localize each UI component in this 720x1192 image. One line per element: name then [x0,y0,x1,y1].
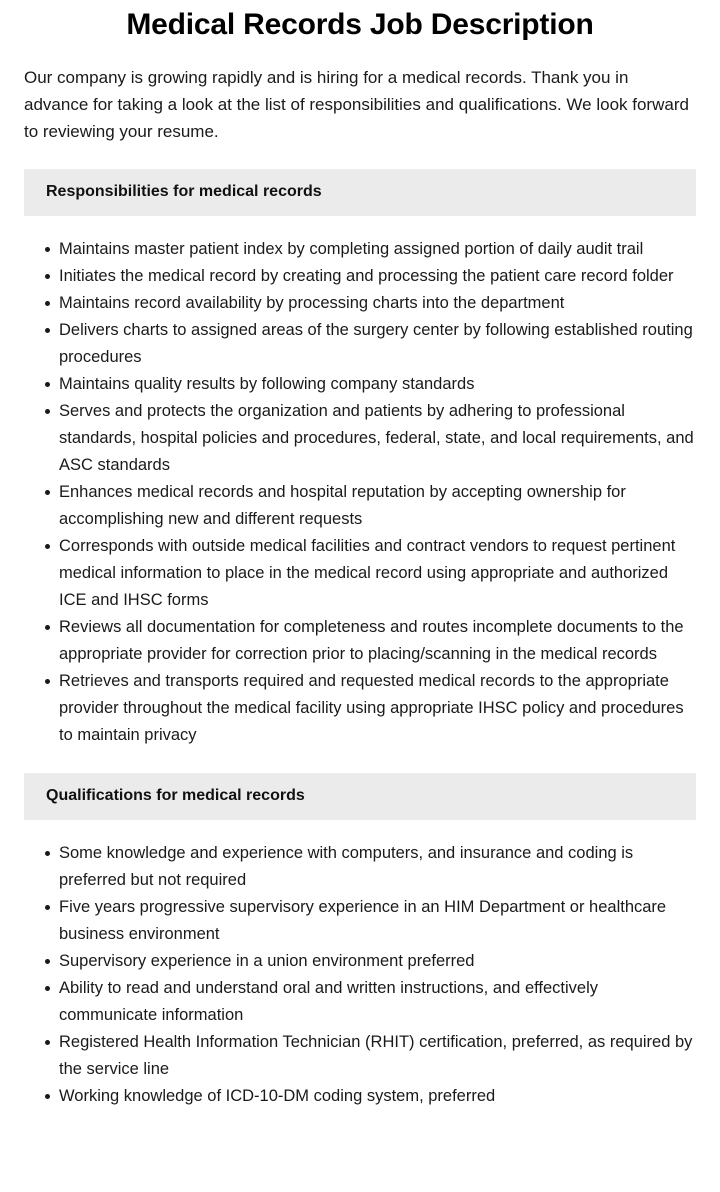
list-item: Maintains record availability by processing charts into the department [24,290,696,317]
list-item: Initiates the medical record by creating and processing the patient care record folder [24,263,696,290]
list-item: Maintains master patient index by completing assigned portion of daily audit trail [24,236,696,263]
section-qualifications [0,773,720,1110]
list-item: Ability to read and understand oral and written instructions, and effectively communicate information [24,975,696,1029]
responsibilities-list [0,216,720,749]
list-item: Corresponds with outside medical facilities and contract vendors to request pertinent medical information to place in the medical record using appropriate and authorized ICE and IHSC forms [24,533,696,614]
section-heading-responsibilities: Responsibilities for medical records [24,169,696,216]
list-item: Retrieves and transports required and requested medical records to the appropriate provider throughout the medical facility using appropriate IHSC policy and procedures to maintain privacy [24,668,696,749]
list-item: Maintains quality results by following company standards [24,371,696,398]
list-item: Five years progressive supervisory experience in an HIM Department or healthcare business environment [24,894,696,948]
list-item: Enhances medical records and hospital reputation by accepting ownership for accomplishing new and different requests [24,479,696,533]
list-item: Working knowledge of ICD-10-DM coding system, preferred [24,1083,696,1110]
bottom-spacer [0,1110,720,1130]
list-item: Reviews all documentation for completeness and routes incomplete documents to the appropriate provider for correction prior to placing/scanning in the medical records [24,614,696,668]
list-item: Serves and protects the organization and patients by adhering to professional standards, hospital policies and procedures, federal, state, and local requirements, and ASC standards [24,398,696,479]
page-title: Medical Records Job Description [126,8,594,41]
qualifications-list [0,820,720,1110]
intro-paragraph: Our company is growing rapidly and is hiring for a medical records. Thank you in advance for taking a look at the list of responsibilities and qualifications. We look forward to reviewing your resume. [24,68,689,141]
list-item: Some knowledge and experience with computers, and insurance and coding is preferred but not required [24,840,696,894]
list-item: Supervisory experience in a union environment preferred [24,948,696,975]
section-responsibilities [0,169,720,749]
section-heading-qualifications: Qualifications for medical records [24,773,696,820]
list-item: Registered Health Information Technician (RHIT) certification, preferred, as required by the service line [24,1029,696,1083]
list-item: Delivers charts to assigned areas of the surgery center by following established routing procedures [24,317,696,371]
